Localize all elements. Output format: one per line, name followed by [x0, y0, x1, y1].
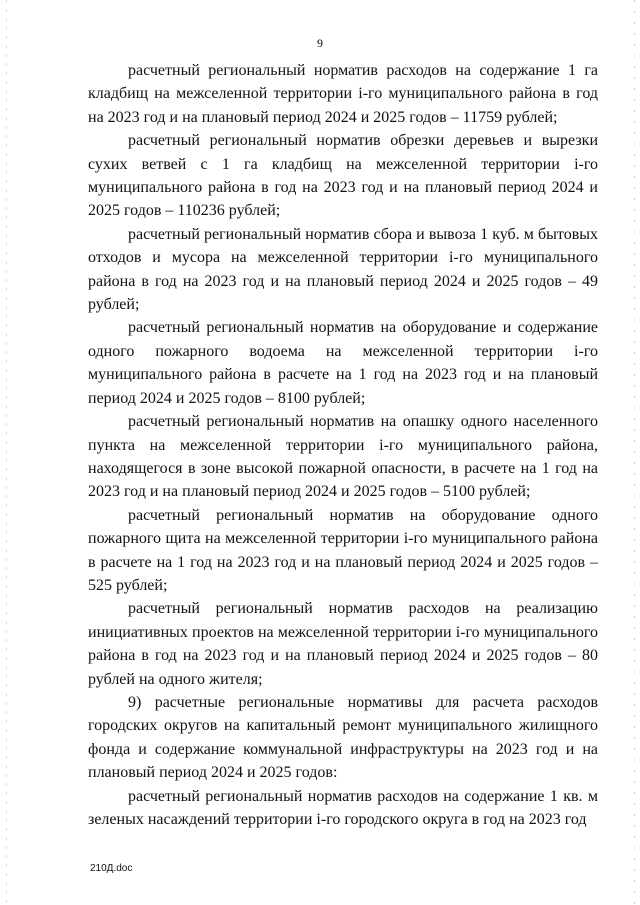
paragraph-fire-reservoir: расчетный региональный норматив на оборудование и содержание одного пожарного водоема на межселенной территории i-го муниципального района в расчете на 1 год на 2023 год и на плановый период 2024 и 2025 годов – 8100 рублей; [88, 319, 598, 407]
scan-edge-right [634, 0, 635, 905]
paragraph-green-spaces: расчетный региональный норматив расходов на содержание 1 кв. м зеленых насаждений территории i-го городского округа в год на 2023 год [88, 787, 598, 828]
paragraph-settlement-plowing: расчетный региональный норматив на опашку одного населенного пункта на межселенной территории i-го муниципального района, находящегося в зоне высокой пожарной опасности, в расчете на 1 год на 2023 год и на плановый период 2024 и 2025 годов – 5100 рублей; [88, 413, 598, 501]
document-body [88, 59, 598, 831]
paragraph-initiative-projects: расчетный региональный норматив расходов на реализацию инициативных проектов на межселенной территории i-го муниципального района в год на 2023 год и на плановый период 2024 и 2025 годов – 80 рублей на одного жителя; [88, 600, 598, 688]
paragraph-waste-removal: расчетный региональный норматив сбора и вывоза 1 куб. м бытовых отходов и мусора на межселенной территории i-го муниципального района в год на 2023 год и на плановый период 2024 и 2025 годов – 49 рублей; [88, 225, 598, 314]
paragraph-fire-shield: расчетный региональный норматив на оборудование одного пожарного щита на межселенной территории i-го муниципального района в расчете на 1 год на 2023 год и на плановый период 2024 и 2025 годов – 525 рублей; [88, 506, 598, 594]
paragraph-section-9: 9) расчетные региональные нормативы для расчета расходов городских округов на капитальный ремонт муниципального жилищного фонда и содержание коммунальной инфраструктуры на 2023 год и на плановый период 2024 и 2025 годов: [88, 693, 598, 782]
footer-filename: 210Д.doc [90, 863, 133, 874]
page-number: 9 [317, 36, 323, 50]
scan-edge-left [6, 0, 7, 905]
paragraph-cemetery-maintenance: расчетный региональный норматив расходов на содержание 1 га кладбищ на межселенной территории i-го муниципального района в год на 2023 год и на плановый период 2024 и 2025 годов – 11759 рублей; [88, 62, 598, 126]
paragraph-tree-pruning: расчетный региональный норматив обрезки деревьев и вырезки сухих ветвей с 1 га кладбищ на межселенной территории i-го муниципального района в год на 2023 год и на плановый период 2024 и 2025 годов – 110236 рублей; [88, 132, 598, 220]
